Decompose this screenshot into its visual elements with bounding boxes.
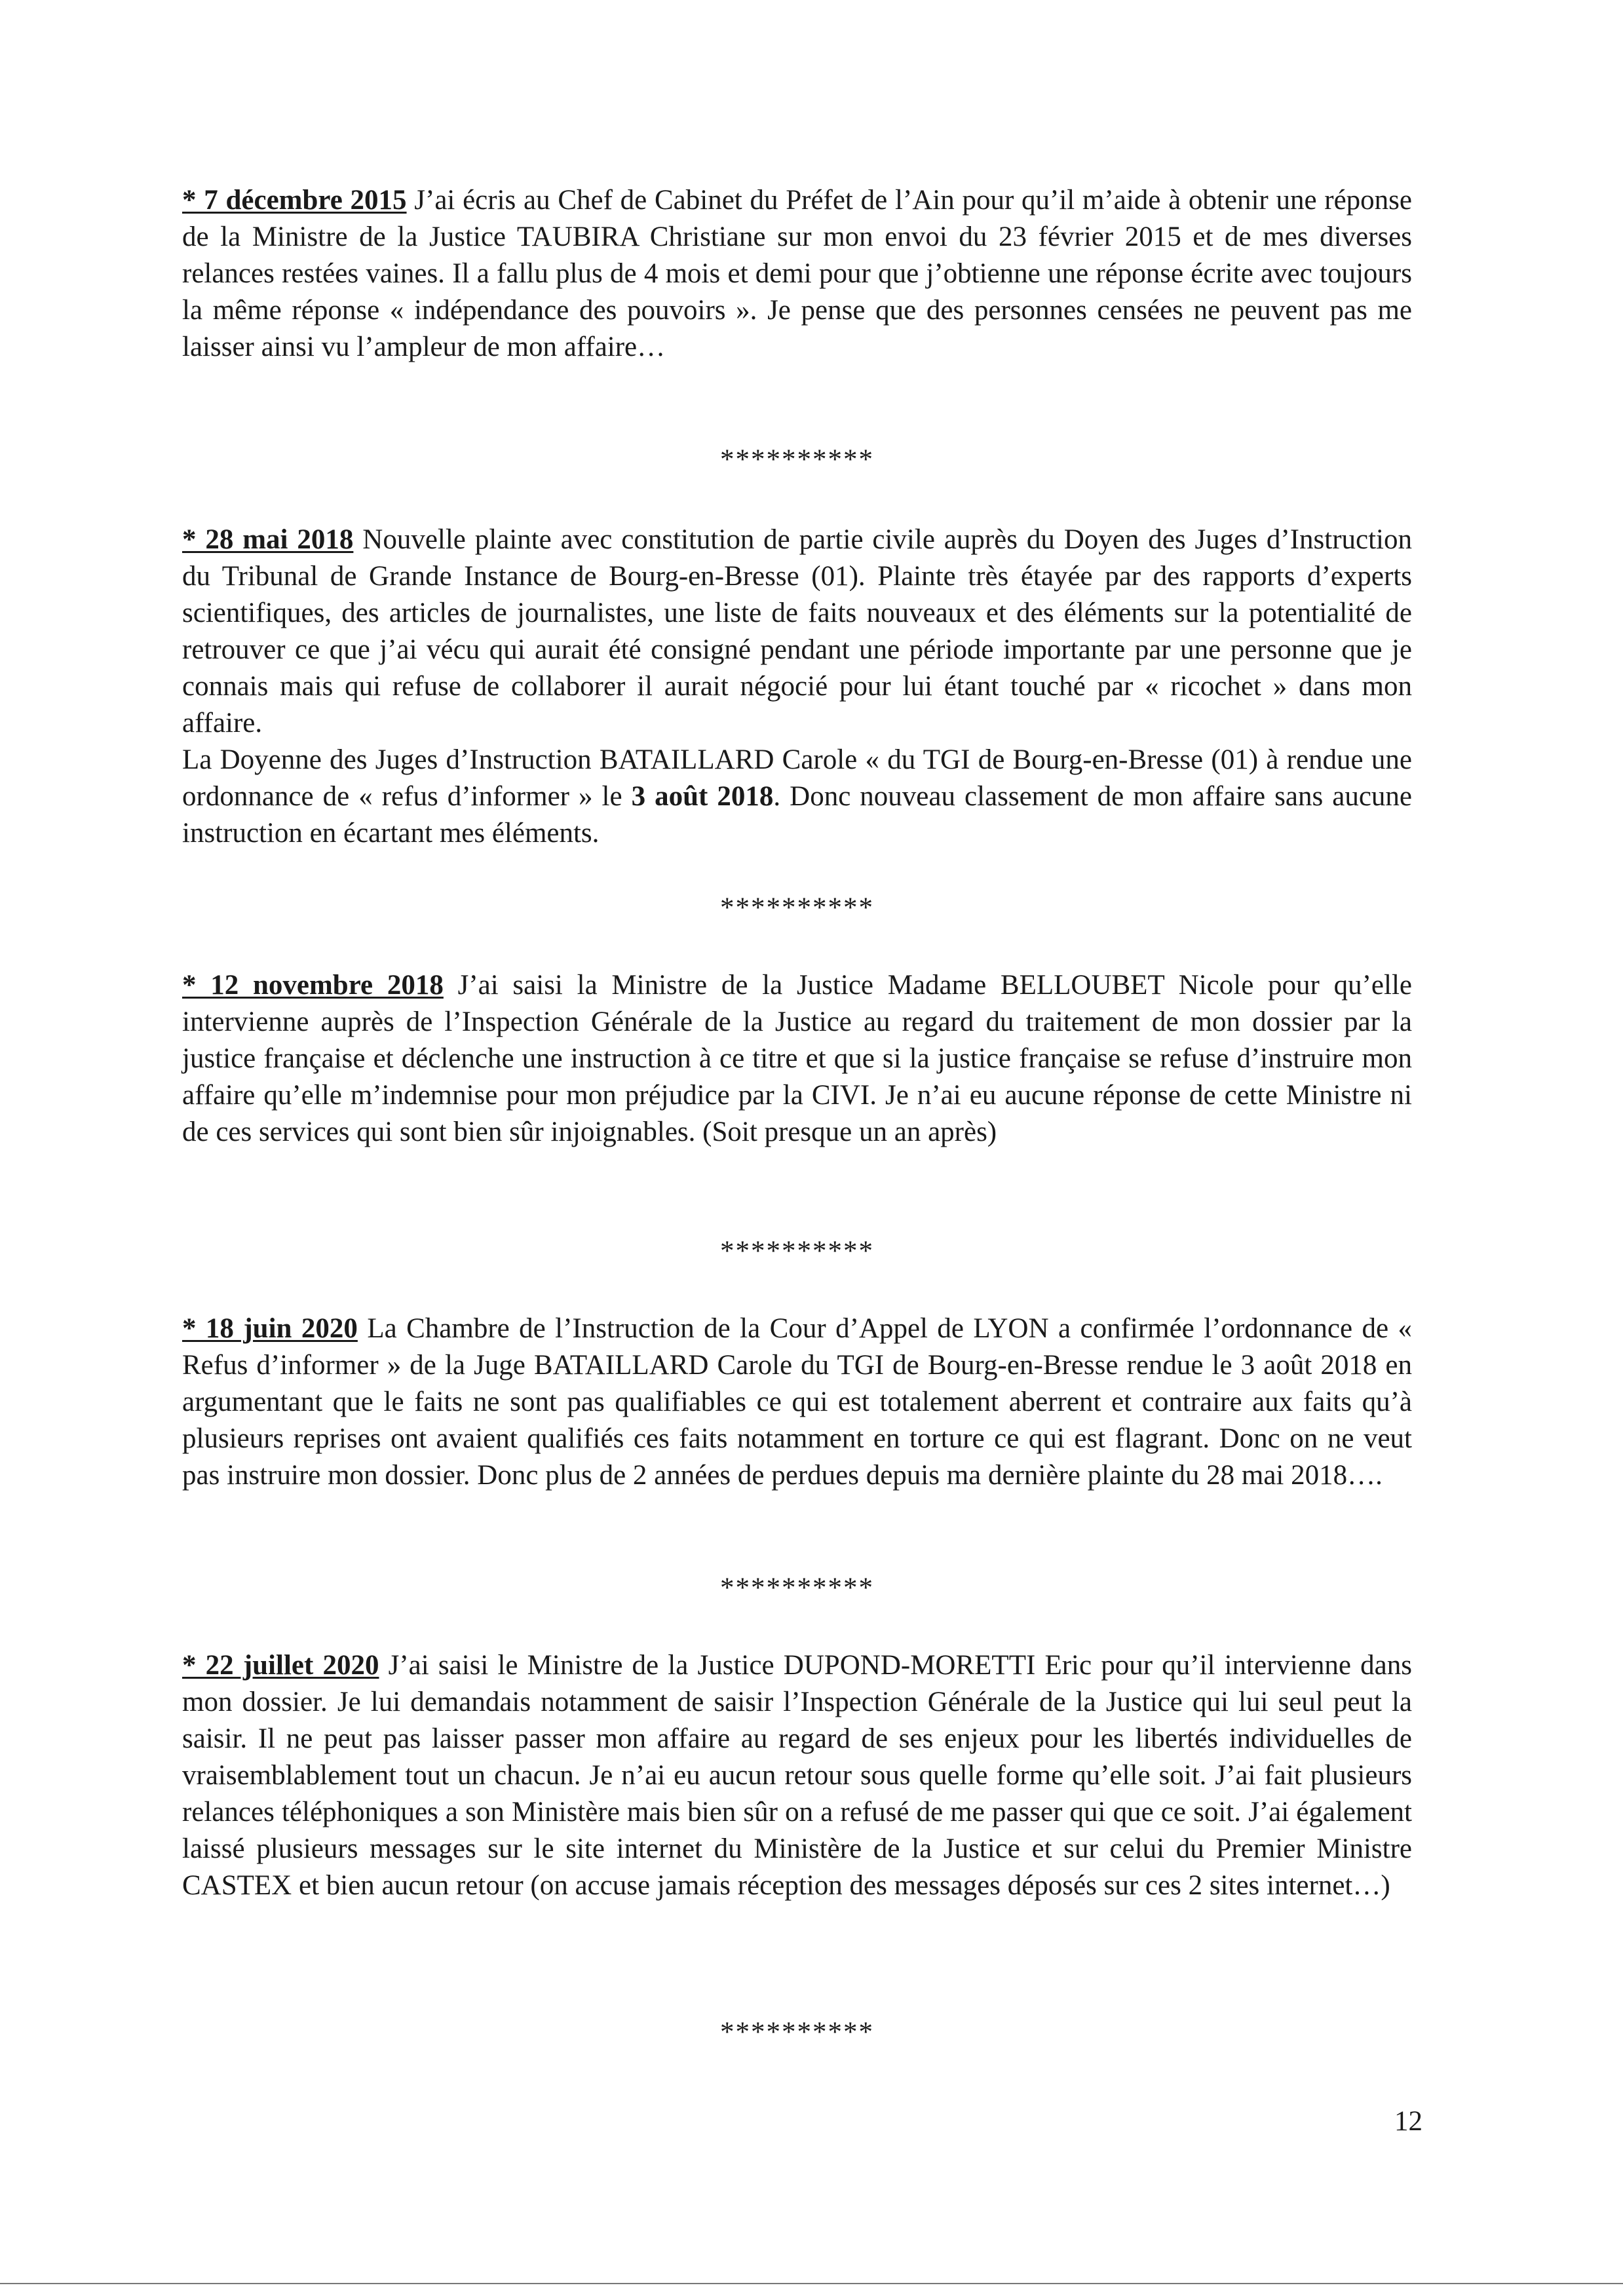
timeline-entry [182, 967, 1412, 1151]
section-separator: ********** [720, 1236, 874, 1267]
entry-date: * 7 décembre 2015 [182, 185, 407, 216]
entry-date: * 18 juin 2020 [182, 1313, 358, 1344]
entry-bold-date: 3 août 2018 [631, 781, 774, 812]
section-separator: ********** [720, 892, 874, 923]
timeline-entry [182, 182, 1412, 366]
entry-paragraph [182, 1311, 1412, 1494]
section-separator: ********** [720, 2017, 874, 2048]
entry-paragraph [182, 182, 1412, 366]
entry-paragraph [182, 1647, 1412, 1904]
page-bottom-rule [0, 2283, 1623, 2284]
section-separator: ********** [720, 444, 874, 475]
entry-text: . Donc nouveau classement de mon affaire sans aucune instruction en écartant mes éléments. [182, 781, 1413, 849]
entry-date: * 12 novembre 2018 [182, 970, 444, 1001]
entry-text: J’ai écris au Chef de Cabinet du Préfet de l’Ain pour qu’il m’aide à obtenir une réponse de la Ministre de la Justice TAUBIRA Christiane sur mon envoi du 23 février 2015 et de mes diverses relances restées vaines. Il a fallu plus de 4 mois et demi pour que j’obtienne une réponse écrite avec toujours la même réponse « indépendance des pouvoirs ». Je pense que des personnes censées ne peuvent pas me laisser ainsi vu l’ampleur de mon affaire… [182, 185, 1412, 362]
section-separator: ********** [720, 1573, 874, 1603]
entry-paragraph [182, 967, 1412, 1151]
entry-text: La Doyenne des Juges d’Instruction BATAILLARD Carole « du TGI de Bourg-en-Bresse (01) à rendue une ordonnance de « refus d’informer » le [182, 744, 1412, 812]
entry-text: La Chambre de l’Instruction de la Cour d’Appel de LYON a confirmée l’ordonnance de « Refus d’informer » de la Juge BATAILLARD Carole du TGI de Bourg-en-Bresse rendue le 3 août 2018 en argumentant que le faits ne sont pas qualifiables ce qui est totalement aberrent et contraire aux faits qu’à plusieurs reprises ont avaient qualifiés ces faits notamment en torture ce qui est flagrant. Donc on ne veut pas instruire mon dossier. Donc plus de 2 années de perdues depuis ma dernière plainte du 28 mai 2018…. [182, 1313, 1412, 1491]
entry-text: Nouvelle plainte avec constitution de partie civile auprès du Doyen des Juges d’Instruction du Tribunal de Grande Instance de Bourg-en-Bresse (01). Plainte très étayée par des rapports d’experts scientifiques, des articles de journalistes, une liste de faits nouveaux et des éléments sur la potentialité de retrouver ce que j’ai vécu qui aurait été consigné pendant une période importante par une personne que je connais mais qui refuse de collaborer il aurait négocié pour lui étant touché par « ricochet » dans mon affaire. [182, 524, 1412, 738]
timeline-entry [182, 522, 1412, 852]
entry-date: * 22 juillet 2020 [182, 1650, 379, 1681]
entry-text: J’ai saisi la Ministre de la Justice Madame BELLOUBET Nicole pour qu’elle intervienne auprès de l’Inspection Générale de la Justice au regard du traitement de mon dossier par la justice française et déclenche une instruction à ce titre et que si la justice française se refuse d’instruire mon affaire qu’elle m’indemnise pour mon préjudice par la CIVI. Je n’ai eu aucune réponse de cette Ministre ni de ces services qui sont bien sûr injoignables. (Soit presque un an après) [182, 970, 1412, 1147]
entry-date: * 28 mai 2018 [182, 524, 354, 555]
timeline-entry [182, 1311, 1412, 1494]
timeline-entry [182, 1647, 1412, 1904]
page-number: 12 [1394, 2106, 1423, 2137]
entry-paragraph [182, 522, 1412, 742]
entry-text: J’ai saisi le Ministre de la Justice DUPOND-MORETTI Eric pour qu’il intervienne dans mon dossier. Je lui demandais notamment de saisir l’Inspection Générale de la Justice qui lui seul peut la saisir. Il ne peut pas laisser passer mon affaire au regard de ses enjeux pour les libertés individuelles de vraisemblablement tout un chacun. Je n’ai eu aucun retour sous quelle forme qu’elle soit. J’ai fait plusieurs relances téléphoniques a son Ministère mais bien sûr on a refusé de me passer qui que ce soit. J’ai également laissé plusieurs messages sur le site internet du Ministère de la Justice et sur celui du Premier Ministre CASTEX et bien aucun retour (on accuse jamais réception des messages déposés sur ces 2 sites internet…) [182, 1650, 1412, 1901]
entry-paragraph [182, 742, 1412, 852]
